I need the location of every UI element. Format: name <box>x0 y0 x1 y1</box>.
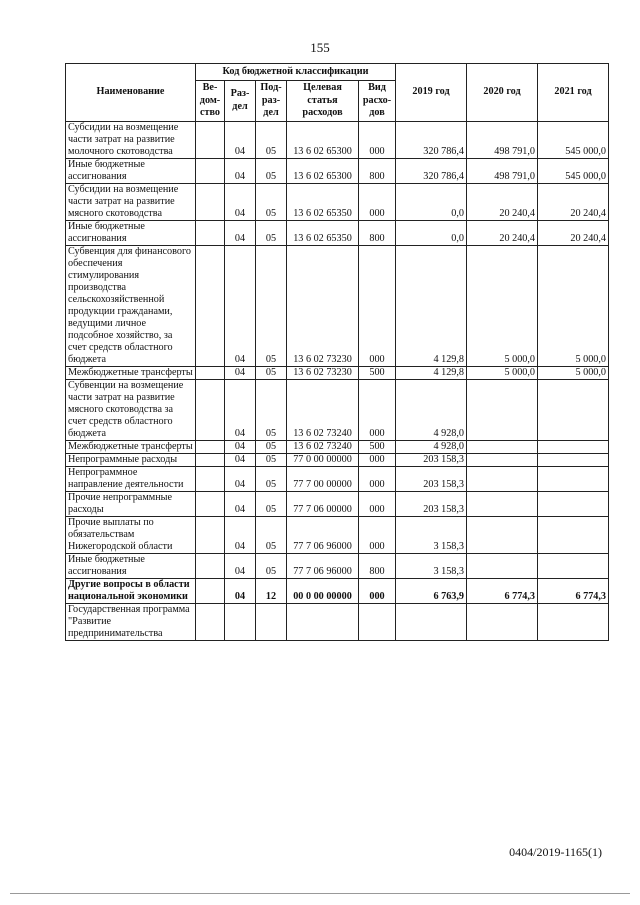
cell-razdel: 04 <box>225 220 256 245</box>
cell-csr: 77 7 00 00000 <box>287 466 359 491</box>
table-row <box>66 158 609 183</box>
bottom-rule <box>10 893 630 894</box>
cell-vr: 000 <box>359 121 396 158</box>
cell-2019: 203 158,3 <box>396 466 467 491</box>
cell-2019: 203 158,3 <box>396 453 467 466</box>
cell-razdel: 04 <box>225 121 256 158</box>
table-row <box>66 578 609 603</box>
cell-2020: 498 791,0 <box>467 121 538 158</box>
cell-2020 <box>467 491 538 516</box>
cell-razdel: 04 <box>225 491 256 516</box>
cell-name: Субвенции на возмещение части затрат на развитие мясного скотоводства за счет средств областного бюджета <box>66 379 196 440</box>
cell-2020 <box>467 379 538 440</box>
cell-vr: 500 <box>359 440 396 453</box>
cell-razdel: 04 <box>225 366 256 379</box>
cell-name: Иные бюджетные ассигнования <box>66 553 196 578</box>
table-row <box>66 220 609 245</box>
cell-ved <box>196 366 225 379</box>
table-row <box>66 121 609 158</box>
cell-podrazdel: 05 <box>256 220 287 245</box>
cell-2019: 0,0 <box>396 183 467 220</box>
cell-2021: 20 240,4 <box>538 183 609 220</box>
cell-name: Межбюджетные трансферты <box>66 366 196 379</box>
header-2020: 2020 год <box>467 64 538 122</box>
cell-name: Другие вопросы в области национальной экономики <box>66 578 196 603</box>
cell-podrazdel: 05 <box>256 553 287 578</box>
cell-ved <box>196 453 225 466</box>
table-row <box>66 245 609 366</box>
cell-2019: 4 928,0 <box>396 440 467 453</box>
cell-2020 <box>467 553 538 578</box>
document-code: 0404/2019-1165(1) <box>509 845 602 859</box>
cell-podrazdel: 05 <box>256 158 287 183</box>
cell-csr: 13 6 02 73230 <box>287 245 359 366</box>
cell-vr: 800 <box>359 553 396 578</box>
cell-ved <box>196 603 225 640</box>
cell-ved <box>196 491 225 516</box>
cell-2021 <box>538 516 609 553</box>
cell-ved <box>196 440 225 453</box>
cell-2019: 320 786,4 <box>396 121 467 158</box>
cell-2019: 4 129,8 <box>396 245 467 366</box>
cell-csr: 13 6 02 65350 <box>287 220 359 245</box>
header-ved: Ве-дом-ство <box>196 81 225 122</box>
table-row <box>66 553 609 578</box>
table-row <box>66 603 609 640</box>
cell-name: Государственная программа "Развитие предпринимательства <box>66 603 196 640</box>
cell-csr: 13 6 02 73230 <box>287 366 359 379</box>
cell-csr: 77 0 00 00000 <box>287 453 359 466</box>
cell-ved <box>196 220 225 245</box>
cell-csr: 13 6 02 65350 <box>287 183 359 220</box>
cell-name: Иные бюджетные ассигнования <box>66 158 196 183</box>
cell-name: Субсидии на возмещение части затрат на развитие молочного скотоводства <box>66 121 196 158</box>
cell-csr: 77 7 06 96000 <box>287 516 359 553</box>
cell-razdel: 04 <box>225 440 256 453</box>
cell-razdel: 04 <box>225 453 256 466</box>
cell-2019: 6 763,9 <box>396 578 467 603</box>
cell-name: Непрограммное направление деятельности <box>66 466 196 491</box>
header-podrazdel: Под-раз-дел <box>256 81 287 122</box>
table-row <box>66 183 609 220</box>
table-row <box>66 466 609 491</box>
table-row <box>66 453 609 466</box>
cell-vr: 000 <box>359 578 396 603</box>
cell-2021: 6 774,3 <box>538 578 609 603</box>
cell-2021: 20 240,4 <box>538 220 609 245</box>
cell-vr: 000 <box>359 491 396 516</box>
page-number: 155 <box>310 40 330 55</box>
cell-ved <box>196 245 225 366</box>
cell-2019: 3 158,3 <box>396 516 467 553</box>
cell-2021 <box>538 440 609 453</box>
cell-podrazdel: 12 <box>256 578 287 603</box>
cell-2020: 5 000,0 <box>467 245 538 366</box>
cell-2021 <box>538 379 609 440</box>
cell-name: Непрограммные расходы <box>66 453 196 466</box>
cell-podrazdel: 05 <box>256 466 287 491</box>
cell-name: Иные бюджетные ассигнования <box>66 220 196 245</box>
cell-podrazdel: 05 <box>256 440 287 453</box>
cell-podrazdel: 05 <box>256 453 287 466</box>
cell-2019: 320 786,4 <box>396 158 467 183</box>
cell-vr: 000 <box>359 466 396 491</box>
header-name: Наименование <box>66 64 196 122</box>
cell-podrazdel: 05 <box>256 121 287 158</box>
cell-2020: 20 240,4 <box>467 220 538 245</box>
cell-vr: 000 <box>359 453 396 466</box>
cell-razdel: 04 <box>225 158 256 183</box>
cell-vr: 800 <box>359 220 396 245</box>
header-2021: 2021 год <box>538 64 609 122</box>
cell-ved <box>196 183 225 220</box>
cell-ved <box>196 516 225 553</box>
cell-2020: 20 240,4 <box>467 183 538 220</box>
cell-csr: 13 6 02 73240 <box>287 440 359 453</box>
cell-podrazdel: 05 <box>256 491 287 516</box>
cell-razdel: 04 <box>225 578 256 603</box>
cell-2021 <box>538 603 609 640</box>
cell-2021: 5 000,0 <box>538 245 609 366</box>
cell-vr <box>359 603 396 640</box>
cell-2021 <box>538 553 609 578</box>
header-vr: Вид расхо-дов <box>359 81 396 122</box>
table-body <box>66 121 609 640</box>
cell-2019: 4 928,0 <box>396 379 467 440</box>
cell-2019 <box>396 603 467 640</box>
cell-razdel: 04 <box>225 516 256 553</box>
cell-csr: 77 7 06 00000 <box>287 491 359 516</box>
cell-razdel: 04 <box>225 379 256 440</box>
cell-name: Прочие выплаты по обязательствам Нижегородской области <box>66 516 196 553</box>
cell-podrazdel: 05 <box>256 183 287 220</box>
cell-csr: 13 6 02 65300 <box>287 158 359 183</box>
cell-ved <box>196 466 225 491</box>
header-budget-code-group: Код бюджетной классификации <box>196 64 396 81</box>
cell-2021 <box>538 466 609 491</box>
cell-csr: 13 6 02 73240 <box>287 379 359 440</box>
cell-name: Прочие непрограммные расходы <box>66 491 196 516</box>
cell-podrazdel: 05 <box>256 379 287 440</box>
cell-2021 <box>538 491 609 516</box>
cell-csr: 77 7 06 96000 <box>287 553 359 578</box>
table-row <box>66 516 609 553</box>
cell-razdel: 04 <box>225 553 256 578</box>
cell-name: Субвенция для финансового обеспечения стимулирования производства сельскохозяйственной продукции гражданами, ведущими личное подсобное хозяйство, за счет средств областного бюджета <box>66 245 196 366</box>
cell-vr: 000 <box>359 245 396 366</box>
table-header <box>66 64 609 122</box>
cell-2020 <box>467 453 538 466</box>
table-row <box>66 379 609 440</box>
cell-2019: 203 158,3 <box>396 491 467 516</box>
cell-2021 <box>538 453 609 466</box>
cell-vr: 000 <box>359 183 396 220</box>
cell-vr: 800 <box>359 158 396 183</box>
cell-ved <box>196 121 225 158</box>
budget-table <box>65 63 609 641</box>
cell-razdel <box>225 603 256 640</box>
cell-razdel: 04 <box>225 466 256 491</box>
cell-2021: 545 000,0 <box>538 158 609 183</box>
cell-name: Межбюджетные трансферты <box>66 440 196 453</box>
cell-2020 <box>467 466 538 491</box>
cell-podrazdel <box>256 603 287 640</box>
header-csr: Целевая статья расходов <box>287 81 359 122</box>
cell-2020 <box>467 440 538 453</box>
cell-razdel: 04 <box>225 183 256 220</box>
header-2019: 2019 год <box>396 64 467 122</box>
cell-podrazdel: 05 <box>256 245 287 366</box>
cell-2019: 0,0 <box>396 220 467 245</box>
cell-ved <box>196 553 225 578</box>
cell-2020: 6 774,3 <box>467 578 538 603</box>
cell-2021: 5 000,0 <box>538 366 609 379</box>
cell-name: Субсидии на возмещение части затрат на развитие мясного скотоводства <box>66 183 196 220</box>
cell-podrazdel: 05 <box>256 516 287 553</box>
cell-2020: 5 000,0 <box>467 366 538 379</box>
cell-podrazdel: 05 <box>256 366 287 379</box>
cell-vr: 000 <box>359 379 396 440</box>
table-row <box>66 366 609 379</box>
cell-ved <box>196 578 225 603</box>
table-row <box>66 491 609 516</box>
cell-vr: 500 <box>359 366 396 379</box>
cell-2020 <box>467 516 538 553</box>
cell-csr: 13 6 02 65300 <box>287 121 359 158</box>
table-row <box>66 440 609 453</box>
cell-csr: 00 0 00 00000 <box>287 578 359 603</box>
cell-2020 <box>467 603 538 640</box>
cell-razdel: 04 <box>225 245 256 366</box>
cell-ved <box>196 379 225 440</box>
cell-ved <box>196 158 225 183</box>
cell-2021: 545 000,0 <box>538 121 609 158</box>
cell-2020: 498 791,0 <box>467 158 538 183</box>
cell-vr: 000 <box>359 516 396 553</box>
cell-csr <box>287 603 359 640</box>
cell-2019: 3 158,3 <box>396 553 467 578</box>
cell-2019: 4 129,8 <box>396 366 467 379</box>
header-razdel: Раз-дел <box>225 81 256 122</box>
